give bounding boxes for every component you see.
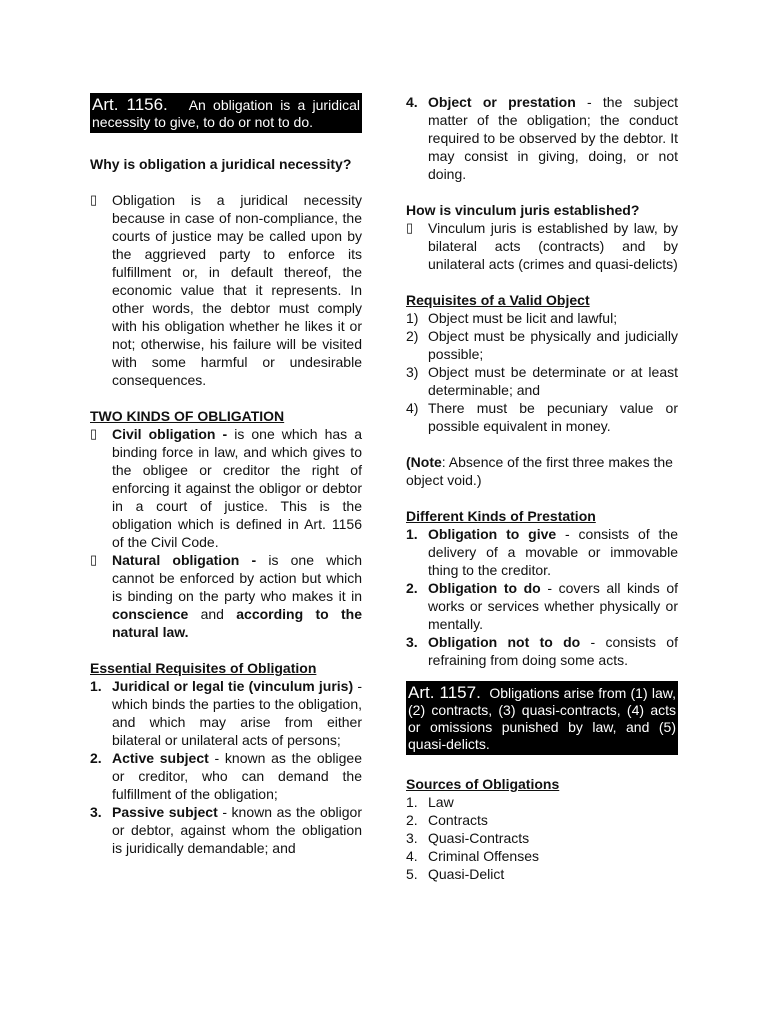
article-1157-text: Obligations arise from (1) law, (2) contracts, (3) quasi-contracts, (4) acts or omissions punished by law, and (5) quasi-delicts. [408, 685, 677, 752]
essential-item-4 [406, 93, 678, 183]
item-number: 3. [406, 830, 418, 846]
item-number: 1. [406, 794, 418, 810]
vinculum-answer-bullet [406, 219, 678, 273]
item-number: 1. [90, 678, 102, 694]
item-text: - covers all kinds of works or services whether physically or mentally. [428, 580, 678, 632]
valid-object-item [406, 327, 678, 363]
item-term: Juridical or legal tie (vinculum juris) [112, 678, 354, 694]
essential-item [90, 803, 362, 857]
article-1157-number: Art. 1157. [408, 683, 481, 702]
source-item [406, 811, 678, 829]
item-number: 3. [90, 804, 102, 820]
note-label: Note [410, 454, 442, 470]
item-text: Object must be physically and judicially possible; [428, 328, 678, 362]
item-text: - the subject matter of the obligation; the conduct required to be observed by the debtor. It may consist in giving, doing, or not doing. [428, 94, 678, 182]
source-item [406, 829, 678, 847]
item-text: Object must be licit and lawful; [428, 310, 618, 326]
vinculum-question: How is vinculum juris established? [406, 202, 640, 218]
item-text: Object must be determinate or at least determinable; and [428, 364, 678, 398]
essential-requisites-heading: Essential Requisites of Obligation [90, 660, 317, 676]
answer-text: Obligation is a juridical necessity because in case of non-compliance, the courts of justice may be called upon by the aggrieved party to enforce its fulfillment or, in default thereof, the economic value that it represents. In other words, the debtor must comply with his obligation whether he likes it or not; otherwise, his failure will be visited with some harmful or undesirable consequences. [112, 192, 362, 388]
bullet-mark: ▯ [90, 552, 98, 567]
essential-item [90, 749, 362, 803]
item-term: Object or prestation [428, 94, 576, 110]
prestation-heading: Different Kinds of Prestation [406, 508, 596, 524]
valid-object-item [406, 363, 678, 399]
article-1156-box [90, 93, 362, 133]
note-open: ( [406, 454, 411, 470]
item-number: 2. [406, 580, 418, 596]
item-number: 1. [406, 526, 418, 542]
item-text: - consists of refraining from doing some acts. [428, 634, 678, 668]
prestation-item [406, 579, 678, 633]
item-text: - known as the obligor or debtor, against whom the obligation is juridically demandable; and [112, 804, 363, 856]
two-kinds-heading: TWO KINDS OF OBLIGATION [90, 408, 285, 424]
item-number: 2. [90, 750, 102, 766]
bullet-mark: ▯ [406, 220, 414, 235]
question-juridical-necessity: Why is obligation a juridical necessity? [90, 156, 352, 172]
article-1157-box [406, 681, 678, 755]
item-number: 4. [406, 848, 418, 864]
item-term: Obligation not to do [428, 634, 581, 650]
source-item [406, 847, 678, 865]
item-number: 3) [406, 364, 419, 380]
bullet-mark: ▯ [90, 192, 98, 207]
item-text: - known as the obligee or creditor, who can demand the fulfillment of the obligation; [112, 750, 362, 802]
item-term: Active subject [112, 750, 209, 766]
essential-item [90, 677, 362, 749]
civil-obligation-term: Civil obligation - [112, 426, 228, 442]
prestation-item [406, 525, 678, 579]
natural-obligation-text-1: is one which cannot be enforced by action but which is binding on the party who makes it in [112, 552, 362, 604]
civil-obligation-text: is one which has a binding force in law, and which gives to the obligee or creditor the right of enforcing it against the obligor or debtor in a court of justice. This is the obligation which is defined in Art. 1156 of the Civil Code. [112, 426, 362, 550]
note-text: : Absence of the first three makes the object void.) [406, 454, 673, 488]
item-term: Obligation to do [428, 580, 541, 596]
item-number: 1) [406, 310, 419, 326]
item-text: Criminal Offenses [428, 848, 540, 864]
item-text: Law [428, 794, 454, 810]
natural-obligation-natural-law: according to the natural law. [112, 606, 362, 640]
natural-obligation-text-2: and [188, 606, 237, 622]
vinculum-answer-text: Vinculum juris is established by law, by bilateral acts (contracts) and by unilateral acts (crimes and quasi-delicts) [428, 220, 678, 272]
natural-obligation-term: Natural obligation - [112, 552, 257, 568]
article-1156-text: An obligation is a juridical necessity to give, to do or not to do. [92, 97, 360, 130]
right-column [406, 93, 678, 883]
note-paragraph [406, 453, 678, 489]
valid-object-item [406, 399, 678, 435]
prestation-item [406, 633, 678, 669]
source-item [406, 793, 678, 811]
article-1156-number: Art. 1156. [92, 95, 168, 114]
sources-heading: Sources of Obligations [406, 776, 560, 792]
item-number: 5. [406, 866, 418, 882]
item-text: Contracts [428, 812, 488, 828]
item-number: 4) [406, 400, 419, 416]
answer-bullet [90, 191, 362, 389]
item-text: - consists of the delivery of a movable or immovable thing to the creditor. [428, 526, 678, 578]
item-text: Quasi-Contracts [428, 830, 530, 846]
valid-object-item [406, 309, 678, 327]
natural-obligation-conscience: conscience [112, 606, 189, 622]
item-number: 2) [406, 328, 419, 344]
left-column [90, 93, 362, 857]
bullet-mark: ▯ [90, 426, 98, 441]
item-text: - which binds the parties to the obligation, and which may arise from either bilateral or unilateral acts of persons; [112, 678, 362, 748]
item-number: 4. [406, 94, 418, 110]
item-number: 2. [406, 812, 418, 828]
valid-object-heading: Requisites of a Valid Object [406, 292, 590, 308]
item-term: Passive subject [112, 804, 218, 820]
source-item [406, 865, 678, 883]
item-text: Quasi-Delict [428, 866, 505, 882]
natural-obligation-item [90, 551, 362, 641]
item-number: 3. [406, 634, 418, 650]
item-term: Obligation to give [428, 526, 557, 542]
item-text: There must be pecuniary value or possible equivalent in money. [428, 400, 678, 434]
civil-obligation-item [90, 425, 362, 551]
